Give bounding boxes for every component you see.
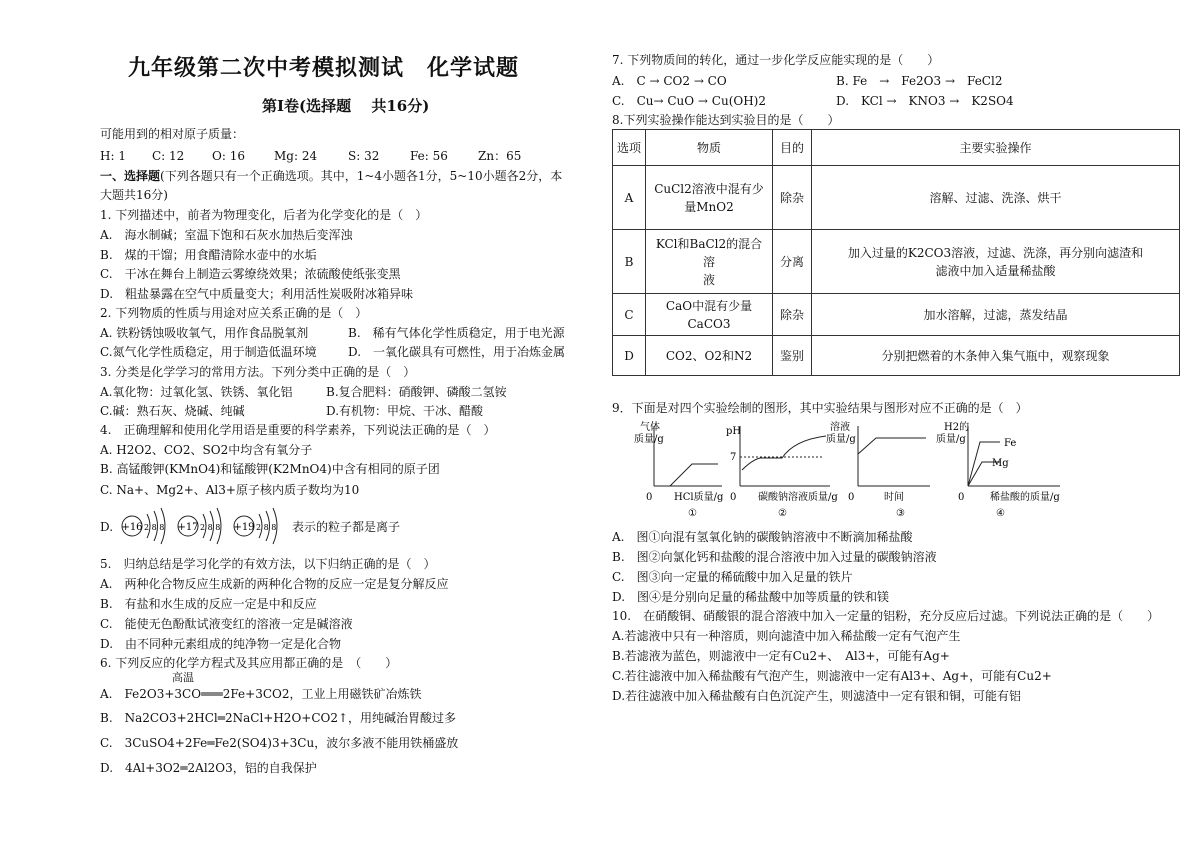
q1-option-b: B. 煤的干馏；用食醋清除水壶中的水垢 xyxy=(100,248,317,262)
atom-diagram-3 xyxy=(233,508,277,544)
q4-option-b: B. 高锰酸钾(KMnO4)和锰酸钾(K2MnO4)中含有相同的原子团 xyxy=(100,462,440,476)
q9-option-a: A. 图①向混有氢氧化钠的碳酸钠溶液中不断滴加稀盐酸 xyxy=(612,530,913,544)
row-option: D xyxy=(613,336,646,376)
row-option: B xyxy=(613,230,646,294)
graph-3-ylabel-line2: 质量/g xyxy=(826,434,856,445)
q1-option-d: D. 粗盐暴露在空气中质量变大；利用活性炭吸附冰箱异味 xyxy=(100,287,414,301)
row-substance: CO2、O2和N2 xyxy=(646,336,773,376)
q9-option-d: D. 图④是分别向足量的稀盐酸中加等质量的铁和镁 xyxy=(612,590,890,604)
row-substance xyxy=(646,230,773,294)
row-operation-line1: 溶解、过滤、洗涤、烘干 xyxy=(929,190,1062,205)
row-substance-line2: 量MnO2 xyxy=(684,199,734,214)
q7-stem: 7. 下列物质间的转化，通过一步化学反应能实现的是（ ） xyxy=(612,53,940,67)
table-row xyxy=(613,294,1180,336)
q10-option-d: D.若往滤液中加入稀盐酸有白色沉淀产生，则滤渣中一定有银和铜，可能有铝 xyxy=(612,689,1022,703)
page-title: 九年级第二次中考模拟测试 化学试题 xyxy=(128,55,520,81)
header-aim: 目的 xyxy=(773,130,812,166)
mass-label: 可能用到的相对原子质量： xyxy=(100,127,245,141)
q7-option-c: C. Cu→ CuO → Cu(OH)2 xyxy=(612,94,766,108)
graph-1-ylabel-line1: 气体 xyxy=(640,422,660,433)
graph-1-xlabel: HCl质量/g xyxy=(674,492,724,503)
graph-3-origin: 0 xyxy=(848,492,855,503)
q7-option-b: B. Fe → Fe2O3 → FeCl2 xyxy=(836,74,1003,88)
q9-option-b: B. 图②向氯化钙和盐酸的混合溶液中加入过量的碳酸钠溶液 xyxy=(612,550,937,564)
row-operation: 加水溶解，过滤，蒸发结晶 xyxy=(812,294,1180,336)
q4-option-a: A. H2O2、CO2、SO2中均含有氧分子 xyxy=(100,443,313,457)
q9-graphs xyxy=(612,420,1082,520)
row-substance-line1: CuCl2溶液中混有少 xyxy=(654,181,764,196)
q3-option-d: D.有机物：甲烷、干冰、醋酸 xyxy=(326,404,484,418)
atom-structure-diagrams xyxy=(118,506,290,546)
section1-desc: (下列各题只有一个正确选项。其中，1~4小题各1分，5~10小题各2分，本 xyxy=(160,169,563,183)
row-aim: 除杂 xyxy=(773,294,812,336)
q4-option-d-prefix: D. xyxy=(100,520,114,534)
atomic-mass-fe: Fe: 56 xyxy=(410,149,448,163)
section1-heading: 一、选择题 xyxy=(100,169,161,183)
atomic-mass-h: H: 1 xyxy=(100,149,126,163)
header-substance: 物质 xyxy=(646,130,773,166)
graph-4-origin: 0 xyxy=(958,492,965,503)
atom-diagram-2 xyxy=(177,508,221,544)
graph-4-number: ④ xyxy=(996,508,1005,519)
row-aim: 分离 xyxy=(773,230,812,294)
q2-option-d: D. 一氧化碳具有可燃性，用于冶炼金属 xyxy=(348,345,566,359)
electron-shells-3: 2 8 8 xyxy=(256,523,277,532)
q7-option-a: A. C → CO2 → CO xyxy=(612,74,727,88)
row-option: C xyxy=(613,294,646,336)
section-subtitle: 第Ⅰ卷(选择题 共16分) xyxy=(262,97,430,115)
graph-3-ylabel-line1: 溶液 xyxy=(830,422,850,433)
q3-option-c: C.碱：熟石灰、烧碱、纯碱 xyxy=(100,404,245,418)
q6-option-a-condition: 高温 xyxy=(172,671,194,684)
q5-stem: 5. 归纳总结是学习化学的有效方法，以下归纳正确的是（ ） xyxy=(100,557,436,571)
q6-stem: 6. 下列反应的化学方程式及其应用都正确的是 （ ） xyxy=(100,656,398,670)
row-aim: 除杂 xyxy=(773,166,812,230)
section1-desc2: 大题共16分) xyxy=(100,188,168,202)
q3-option-b: B.复合肥料：硝酸钾、磷酸二氢铵 xyxy=(326,385,507,399)
atomic-mass-zn: Zn：65 xyxy=(478,149,522,163)
graph-3 xyxy=(826,420,930,519)
row-operation: 分别把燃着的木条伸入集气瓶中，观察现象 xyxy=(812,336,1180,376)
q9-stem: 9．下面是对四个实验绘制的图形，其中实验结果与图形对应不正确的是（ ） xyxy=(612,401,1028,415)
graph-2-number: ② xyxy=(778,508,787,519)
q4-option-d-suffix: 表示的粒子都是离子 xyxy=(292,520,401,534)
q5-option-a: A. 两种化合物反应生成新的两种化合物的反应一定是复分解反应 xyxy=(100,577,449,591)
q5-option-c: C. 能使无色酚酞试液变红的溶液一定是碱溶液 xyxy=(100,617,353,631)
table-header-row xyxy=(613,130,1180,166)
q6-option-c: C. 3CuSO4+2Fe═Fe2(SO4)3+3Cu，波尔多液不能用铁桶盛放 xyxy=(100,736,459,750)
atomic-mass-o: O: 16 xyxy=(212,149,245,163)
q5-option-d: D. 由不同种元素组成的纯净物一定是化合物 xyxy=(100,637,342,651)
row-aim: 鉴别 xyxy=(773,336,812,376)
atomic-mass-s: S: 32 xyxy=(348,149,380,163)
section1-line1 xyxy=(100,168,562,184)
q1-option-a: A. 海水制碱；室温下饱和石灰水加热后变浑浊 xyxy=(100,228,353,242)
graph-4-xlabel: 稀盐酸的质量/g xyxy=(990,492,1060,503)
graph-1 xyxy=(634,420,724,519)
q6-option-d: D. 4Al+3O2═2Al2O3，铝的自我保护 xyxy=(100,761,317,775)
q6-option-a: A. Fe2O3+3CO═══2Fe+3CO2，工业上用磁铁矿冶炼铁 xyxy=(100,687,422,701)
row-substance: CaO中混有少量CaCO3 xyxy=(646,294,773,336)
nucleus-charge-2: +17 xyxy=(177,522,199,533)
q9-option-c: C. 图③向一定量的稀硫酸中加入足量的铁片 xyxy=(612,570,853,584)
row-substance-line1: KCl和BaCl2的混合溶 xyxy=(655,236,763,269)
row-substance xyxy=(646,166,773,230)
graph-2-ph7-mark: 7 xyxy=(730,452,737,463)
electron-shells-2: 2 8 8 xyxy=(200,523,221,532)
q8-stem: 8.下列实验操作能达到实验目的是（ ） xyxy=(612,113,840,127)
row-substance-line2: 液 xyxy=(702,272,715,287)
q3-option-a: A.氧化物：过氧化氢、铁锈、氧化铝 xyxy=(100,385,293,399)
row-operation-line1: 加入过量的K2CO3溶液，过滤、洗涤，再分别向滤渣和 xyxy=(847,245,1144,260)
experiment-table xyxy=(612,129,1180,376)
table-row xyxy=(613,166,1180,230)
q5-option-b: B. 有盐和水生成的反应一定是中和反应 xyxy=(100,597,317,611)
header-operation: 主要实验操作 xyxy=(812,130,1180,166)
atom-diagram-1 xyxy=(121,508,165,544)
q2-option-b: B. 稀有气体化学性质稳定，用于电光源 xyxy=(348,326,565,340)
nucleus-charge-3: +19 xyxy=(233,522,255,533)
q2-option-a: A. 铁粉锈蚀吸收氧气，用作食品脱氧剂 xyxy=(100,326,309,340)
graph-2-xlabel: 碳酸钠溶液质量/g xyxy=(758,492,838,503)
graph-4-ylabel-line1: H2的 xyxy=(944,422,970,433)
q10-option-c: C.若往滤液中加入稀盐酸有气泡产生，则滤液中一定有Al3+、Ag+，可能有Cu2+ xyxy=(612,669,1052,683)
row-operation xyxy=(812,166,1180,230)
q10-stem: 10. 在硝酸铜、硝酸银的混合溶液中加入一定量的铝粉，充分反应后过滤。下列说法正确的是（ ） xyxy=(612,609,1160,623)
q10-option-a: A.若滤液中只有一种溶质，则向滤渣中加入稀盐酸一定有气泡产生 xyxy=(612,629,961,643)
graph-4-ylabel-line2: 质量/g xyxy=(936,434,966,445)
q2-stem: 2. 下列物质的性质与用途对应关系正确的是（ ） xyxy=(100,306,368,320)
graph-2-origin: 0 xyxy=(730,492,737,503)
graph-3-number: ③ xyxy=(896,508,905,519)
row-operation xyxy=(812,230,1180,294)
q6-option-b: B. Na2CO3+2HCl═2NaCl+H2O+CO2↑，用纯碱治胃酸过多 xyxy=(100,711,457,725)
q4-option-c: C. Na+、Mg2+、Al3+原子核内质子数均为10 xyxy=(100,483,360,497)
graph-2 xyxy=(726,426,838,519)
q2-option-c: C.氮气化学性质稳定，用于制造低温环境 xyxy=(100,345,317,359)
header-option: 选项 xyxy=(613,130,646,166)
atomic-mass-c: C: 12 xyxy=(152,149,185,163)
graph-4 xyxy=(936,421,1060,519)
q10-option-b: B.若滤液为蓝色，则滤液中一定有Cu2+、 Al3+，可能有Ag+ xyxy=(612,649,950,663)
q3-stem: 3. 分类是化学学习的常用方法。下列分类中正确的是（ ） xyxy=(100,365,416,379)
q7-option-d: D. KCl → KNO3 → K2SO4 xyxy=(836,94,1014,108)
q1-stem: 1. 下列描述中，前者为物理变化，后者为化学变化的是（ ） xyxy=(100,208,428,222)
graph-1-origin: 0 xyxy=(646,492,653,503)
electron-shells-1: 2 8 8 xyxy=(144,523,165,532)
graph-4-mg-label: Mg xyxy=(992,458,1009,469)
row-option: A xyxy=(613,166,646,230)
q4-stem: 4. 正确理解和使用化学用语是重要的科学素养，下列说法正确的是（ ） xyxy=(100,423,496,437)
row-operation-line2: 滤液中加入适量稀盐酸 xyxy=(935,263,1056,278)
graph-3-xlabel: 时间 xyxy=(884,492,904,503)
graph-2-ylabel: pH xyxy=(726,426,742,437)
table-row xyxy=(613,230,1180,294)
graph-4-fe-label: Fe xyxy=(1004,438,1017,449)
q1-option-c: C. 干冰在舞台上制造云雾缭绕效果；浓硫酸使纸张变黑 xyxy=(100,267,401,281)
graph-1-number: ① xyxy=(688,508,697,519)
atomic-mass-mg: Mg: 24 xyxy=(274,149,318,163)
graph-1-ylabel-line2: 质量/g xyxy=(634,434,664,445)
table-row xyxy=(613,336,1180,376)
nucleus-charge-1: +16 xyxy=(121,522,143,533)
